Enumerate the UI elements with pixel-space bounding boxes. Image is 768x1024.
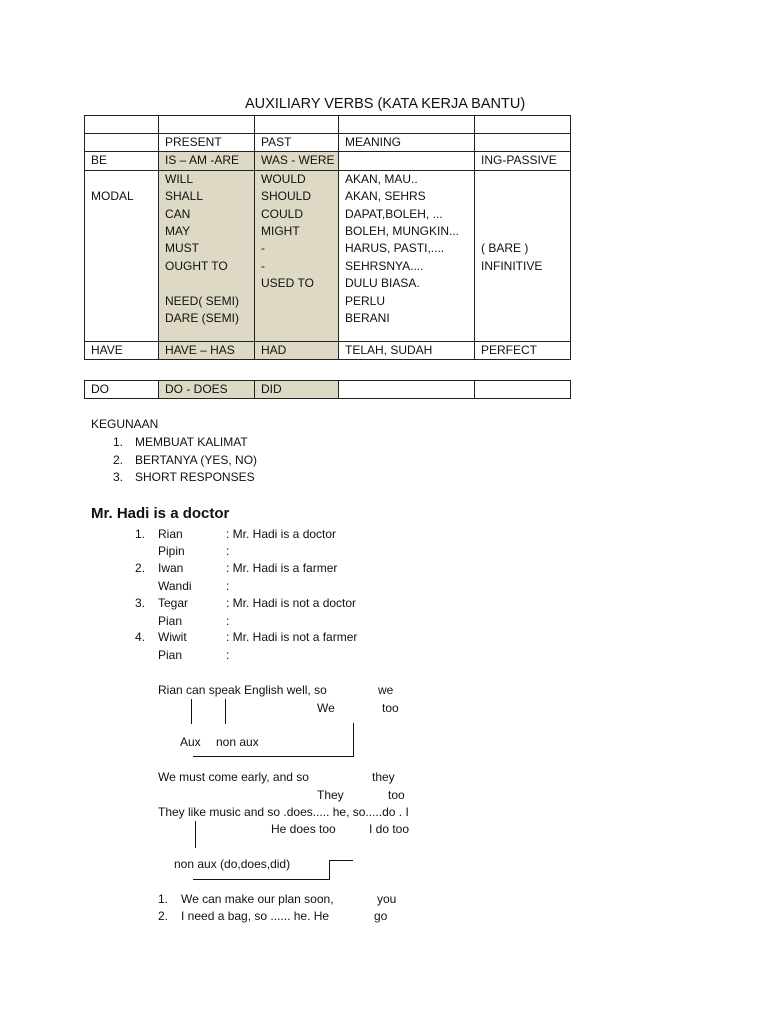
table-cell: [159, 170, 255, 341]
past-form: SHOULD: [261, 189, 312, 204]
list-number: 4.: [135, 630, 146, 644]
table-row-be: [85, 152, 571, 170]
speaker-name: Pipin: [158, 544, 185, 558]
example-word: I do too: [369, 822, 410, 836]
header-cell: MEANING: [339, 134, 475, 152]
example-word: They: [317, 788, 344, 802]
dialogue-line: :: [226, 614, 230, 628]
table-row: [85, 116, 571, 134]
meaning-text: DAPAT,BOLEH, ...: [345, 206, 443, 221]
present-form: SHALL: [165, 189, 204, 204]
list-number: 3.: [113, 470, 124, 484]
dialogue-line: : Mr. Hadi is a farmer: [226, 561, 338, 575]
present-form: MUST: [165, 241, 199, 256]
meaning-text: AKAN, SEHRS: [345, 189, 426, 204]
speaker-name: Rian: [158, 527, 183, 541]
present-form: [165, 275, 254, 292]
table-row-have: [85, 341, 571, 359]
speaker-name: Wandi: [158, 579, 192, 593]
speaker-name: Tegar: [158, 596, 189, 610]
dialogue-line: :: [226, 579, 230, 593]
speaker-name: Iwan: [158, 561, 184, 575]
list-item: MEMBUAT KALIMAT: [135, 435, 248, 449]
example-word: we: [378, 683, 394, 697]
bracket-line: [193, 756, 354, 757]
table-cell: [85, 116, 159, 134]
speaker-name: Pian: [158, 648, 183, 662]
form-text: ( BARE ): [481, 241, 529, 256]
header-cell: [475, 134, 571, 152]
example-sentence: We must come early, and so: [158, 770, 309, 784]
past-form: MIGHT: [261, 224, 300, 239]
header-cell: PAST: [255, 134, 339, 152]
table-cell: WAS - WERE: [255, 152, 339, 170]
table-cell: [159, 116, 255, 134]
table-row-do: [85, 381, 571, 399]
table-cell: [339, 116, 475, 134]
example-word: too: [388, 788, 405, 802]
list-number: 3.: [135, 596, 146, 610]
past-form: COULD: [261, 206, 304, 221]
kegunaan-heading: KEGUNAAN: [91, 417, 159, 431]
aux-label: Aux: [180, 735, 201, 749]
table-cell: [255, 116, 339, 134]
list-number: 1.: [158, 892, 169, 906]
present-form: OUGHT TO: [165, 258, 228, 273]
dialogue-line: : Mr. Hadi is a doctor: [226, 527, 337, 541]
list-number: 2.: [113, 453, 124, 467]
table-cell: [255, 170, 339, 341]
exercise-text: We can make our plan soon,: [181, 892, 334, 906]
meaning-text: SEHRSNYA....: [345, 258, 424, 273]
non-aux-label: non aux: [216, 735, 259, 749]
list-number: 2.: [135, 561, 146, 575]
example-sentence: They like music and so .does..... he, so.....do . I: [158, 805, 409, 819]
list-number: 1.: [113, 435, 124, 449]
table-cell: ING-PASSIVE: [475, 152, 571, 170]
annotation-line: [225, 699, 226, 724]
table-cell: [475, 381, 571, 399]
meaning-text: AKAN, MAU..: [345, 171, 418, 186]
modal-label: MODAL: [91, 188, 134, 203]
past-form: -: [261, 241, 265, 256]
table-cell: [85, 170, 159, 341]
table-cell: [475, 170, 571, 341]
table-cell: BE: [85, 152, 159, 170]
dialogue-line: :: [226, 544, 230, 558]
table-cell: [339, 381, 475, 399]
table-row-modal: [85, 170, 571, 341]
present-form: DARE (SEMI): [165, 311, 240, 326]
list-number: 2.: [158, 909, 169, 923]
meaning-text: HARUS, PASTI,....: [345, 241, 445, 256]
table-cell: DO - DOES: [159, 381, 255, 399]
table-cell: TELAH, SUDAH: [339, 341, 475, 359]
speaker-name: Pian: [158, 614, 183, 628]
meaning-text: DULU BIASA.: [345, 276, 420, 291]
header-cell: [85, 134, 159, 152]
dialogue-line: : Mr. Hadi is not a farmer: [226, 630, 358, 644]
do-table: [84, 380, 571, 399]
bracket-line: [329, 860, 353, 861]
example-word: too: [382, 701, 399, 715]
table-cell: PERFECT: [475, 341, 571, 359]
present-form: NEED( SEMI): [165, 293, 240, 308]
non-aux-label: non aux (do,does,did): [174, 857, 291, 871]
table-header-row: [85, 134, 571, 152]
form-text: INFINITIVE: [481, 258, 543, 273]
example-word: He does too: [271, 822, 336, 836]
list-number: 1.: [135, 527, 146, 541]
table-cell: [475, 116, 571, 134]
exercise-text: I need a bag, so ...... he. He: [181, 909, 330, 923]
auxiliary-verbs-table: [84, 115, 571, 360]
meaning-text: BOLEH, MUNGKIN...: [345, 224, 460, 239]
table-cell: HAVE: [85, 341, 159, 359]
speaker-name: Wiwit: [158, 630, 187, 644]
example-word: they: [372, 770, 395, 784]
section-heading: Mr. Hadi is a doctor: [91, 505, 230, 522]
exercise-text: go: [374, 909, 388, 923]
exercise-text: you: [377, 892, 397, 906]
meaning-text: PERLU: [345, 293, 386, 308]
table-cell: DO: [85, 381, 159, 399]
meaning-text: BERANI: [345, 311, 390, 326]
dialogue-line: :: [226, 648, 230, 662]
table-cell: DID: [255, 381, 339, 399]
present-form: CAN: [165, 206, 191, 221]
example-sentence: Rian can speak English well, so: [158, 683, 327, 697]
present-form: WILL: [165, 171, 194, 186]
bracket-line: [329, 860, 330, 880]
past-form: USED TO: [261, 276, 314, 291]
table-cell: IS – AM -ARE: [159, 152, 255, 170]
bracket-line: [193, 879, 330, 880]
table-cell: [339, 152, 475, 170]
past-form: WOULD: [261, 171, 306, 186]
page-title: AUXILIARY VERBS (KATA KERJA BANTU): [245, 96, 526, 112]
present-form: MAY: [165, 224, 191, 239]
annotation-line: [195, 821, 196, 848]
example-word: We: [317, 701, 335, 715]
bracket-line: [353, 723, 354, 757]
table-cell: HAVE – HAS: [159, 341, 255, 359]
header-cell: PRESENT: [159, 134, 255, 152]
list-item: BERTANYA (YES, NO): [135, 453, 258, 467]
table-cell: [339, 170, 475, 341]
past-form: -: [261, 258, 265, 273]
table-cell: HAD: [255, 341, 339, 359]
annotation-line: [191, 699, 192, 724]
list-item: SHORT RESPONSES: [135, 470, 255, 484]
dialogue-line: : Mr. Hadi is not a doctor: [226, 596, 357, 610]
